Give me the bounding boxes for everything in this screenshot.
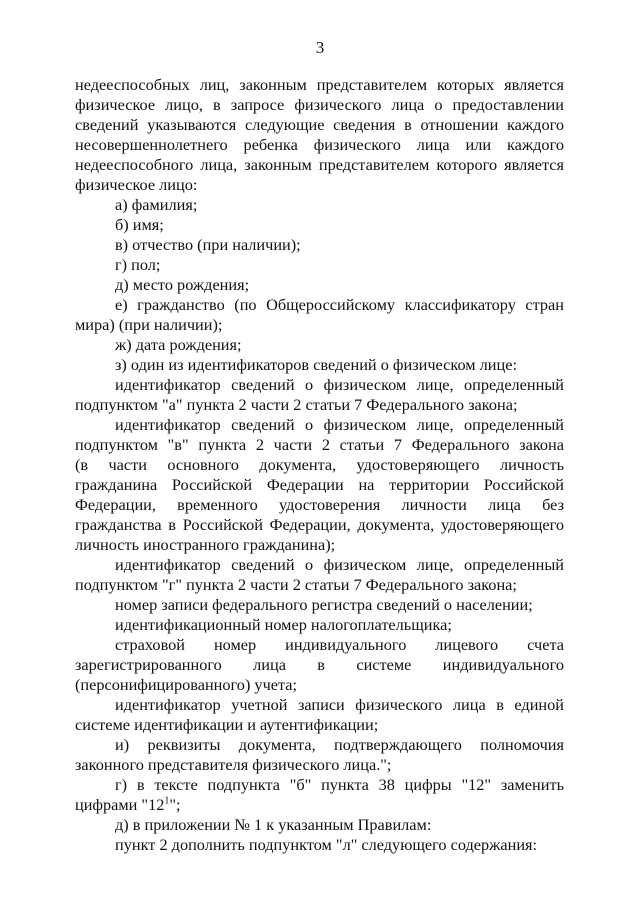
point-2-paragraph: пункт 2 дополнить подпунктом "л" следующего содержания: bbox=[115, 835, 538, 854]
list-item-e: е) гражданство (по Общероссийскому классификатору стран мира) (при наличии); bbox=[75, 295, 564, 334]
list-item-b: б) имя; bbox=[115, 215, 164, 234]
page-number: 3 bbox=[315, 38, 325, 57]
list-item-g: г) пол; bbox=[115, 255, 161, 274]
list-item-i: и) реквизиты документа, подтверждающего полномочия законного представителя физического лица."; bbox=[75, 735, 564, 774]
identifier-a-paragraph: идентификатор сведений о физическом лице, определенный подпунктом "а" пункта 2 части 2 статьи 7 Федерального закона; bbox=[75, 375, 564, 414]
inn-paragraph: идентификационный номер налогоплательщика; bbox=[115, 615, 452, 634]
subpoint-g-text: цифрами "12 bbox=[75, 795, 165, 814]
list-item-z: з) один из идентификаторов сведений о физическом лице: bbox=[115, 355, 517, 374]
list-item-v: в) отчество (при наличии); bbox=[115, 235, 301, 254]
identifier-v-line-1: идентификатор сведений о физическом лице, определенный bbox=[115, 415, 564, 434]
list-item-zh: ж) дата рождения; bbox=[115, 335, 242, 354]
list-item-a: а) фамилия; bbox=[115, 195, 198, 214]
identifier-g-paragraph: идентификатор сведений о физическом лице, определенный подпунктом "г" пункта 2 части 2 статьи 7 Федерального закона; bbox=[75, 555, 564, 594]
snils-paragraph: страховой номер индивидуального лицевого счета зарегистрированного лица в системе индивидуального (персонифицированного) учета; bbox=[75, 635, 564, 694]
document-body bbox=[75, 75, 564, 855]
subpoint-g-line-1: г) в тексте подпункта "б" пункта 38 цифры "12" заменить bbox=[115, 775, 564, 794]
registry-paragraph: номер записи федерального регистра сведений о населении; bbox=[115, 595, 533, 614]
list-item-d: д) место рождения; bbox=[115, 275, 250, 294]
subpoint-d-paragraph: д) в приложении № 1 к указанным Правилам: bbox=[115, 815, 432, 834]
identifier-v-details: (в части основного документа, удостоверяющего личность гражданина Российской Федерации на территории Российской Федерации, временного удостоверения личности лица без гражданства в Российской Федерации, документа, удостоверяющего личность иностранного гражданина); bbox=[75, 455, 564, 554]
esia-paragraph: идентификатор учетной записи физического лица в единой системе идентификации и аутентификации; bbox=[75, 695, 564, 734]
intro-paragraph: недееспособных лиц, законным представителем которых является физическое лицо, в запросе физического лица о предоставлении сведений указываются следующие сведения в отношении каждого несовершеннолетнего ребенка физического лица или каждого недееспособного лица, законным представителем которого является физическое лицо: bbox=[75, 75, 564, 194]
identifier-v-line-2: подпунктом "в" пункта 2 части 2 статьи 7 Федерального закона bbox=[75, 435, 564, 454]
superscript-one: 1 bbox=[164, 795, 170, 807]
subpoint-g-line-2 bbox=[75, 795, 564, 815]
subpoint-g-closing: "; bbox=[169, 795, 181, 814]
